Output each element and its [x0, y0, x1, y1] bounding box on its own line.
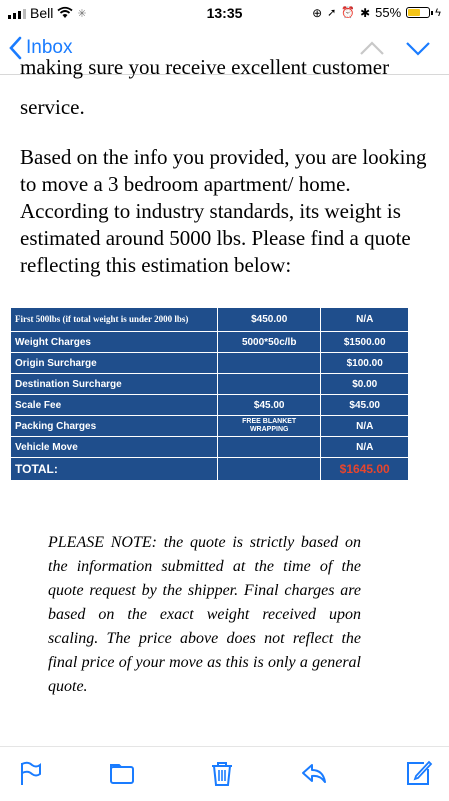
- bottom-toolbar: [0, 746, 449, 801]
- email-paragraph-1: service.: [20, 95, 85, 119]
- charging-icon: ϟ: [435, 6, 441, 19]
- compose-icon[interactable]: [404, 759, 432, 787]
- battery-icon: [406, 7, 430, 18]
- row-label: First 500lbs (if total weight is under 2000 lbs): [11, 308, 218, 332]
- row-rate: $45.00: [217, 395, 320, 416]
- email-cut-text: making sure you receive excellent customer: [20, 55, 390, 79]
- activity-spinner-icon: ✳: [77, 7, 87, 20]
- row-amount: N/A: [321, 437, 409, 458]
- row-rate: FREE BLANKET WRAPPING: [217, 416, 320, 437]
- battery-percent: 55%: [375, 5, 402, 20]
- table-row: [11, 437, 409, 458]
- row-rate: [217, 353, 320, 374]
- row-rate: $450.00: [217, 308, 320, 332]
- status-bar: [0, 0, 449, 26]
- rotation-lock-icon: ⊕: [312, 5, 323, 20]
- row-rate: [217, 437, 320, 458]
- back-label: Inbox: [26, 37, 73, 58]
- email-paragraph-2: Based on the info you provided, you are looking to move a 3 bedroom apartment/ home. According to industry standards, its weight is estimated around 5000 lbs. Please find a quote reflecting this estimation below:: [20, 145, 427, 277]
- total-value: $1645.00: [321, 458, 409, 481]
- email-cut-line: [20, 55, 430, 82]
- row-amount: $45.00: [321, 395, 409, 416]
- reply-icon[interactable]: [300, 759, 328, 787]
- row-rate: [217, 374, 320, 395]
- row-amount: N/A: [321, 308, 409, 332]
- row-label: Destination Surcharge: [11, 374, 218, 395]
- table-row: [11, 374, 409, 395]
- carrier-name: Bell: [30, 5, 54, 21]
- total-spacer: [217, 458, 320, 481]
- location-icon: ➚: [327, 7, 337, 19]
- row-rate: 5000*50c/lb: [217, 332, 320, 353]
- status-time: 13:35: [206, 5, 243, 21]
- row-amount: $100.00: [321, 353, 409, 374]
- quote-disclaimer-note: PLEASE NOTE: the quote is strictly based on the information submitted at the time of the quote request by the shipper. Final charges are based on the exact weight received upon scaling. The price above does not reflect the final price of your move as this is only a general quote.: [48, 534, 361, 695]
- table-row: [11, 395, 409, 416]
- folder-icon[interactable]: [108, 759, 136, 787]
- row-label: Weight Charges: [11, 332, 218, 353]
- row-label: Scale Fee: [11, 395, 218, 416]
- row-label: Packing Charges: [11, 416, 218, 437]
- row-amount: $1500.00: [321, 332, 409, 353]
- row-label: Origin Surcharge: [11, 353, 218, 374]
- total-row: [11, 458, 409, 481]
- alarm-icon: ⏰: [341, 7, 356, 19]
- trash-icon[interactable]: [208, 759, 236, 787]
- bluetooth-icon: ✱: [360, 5, 371, 20]
- flag-icon[interactable]: [16, 759, 44, 787]
- total-label: TOTAL:: [11, 458, 218, 481]
- status-right-group: [312, 5, 441, 20]
- row-amount: N/A: [321, 416, 409, 437]
- table-row: [11, 416, 409, 437]
- row-label: Vehicle Move: [11, 437, 218, 458]
- row-amount: $0.00: [321, 374, 409, 395]
- table-row: [11, 332, 409, 353]
- table-row: [11, 353, 409, 374]
- email-body[interactable]: [0, 55, 449, 746]
- quote-table: [10, 307, 409, 481]
- table-row: [11, 308, 409, 332]
